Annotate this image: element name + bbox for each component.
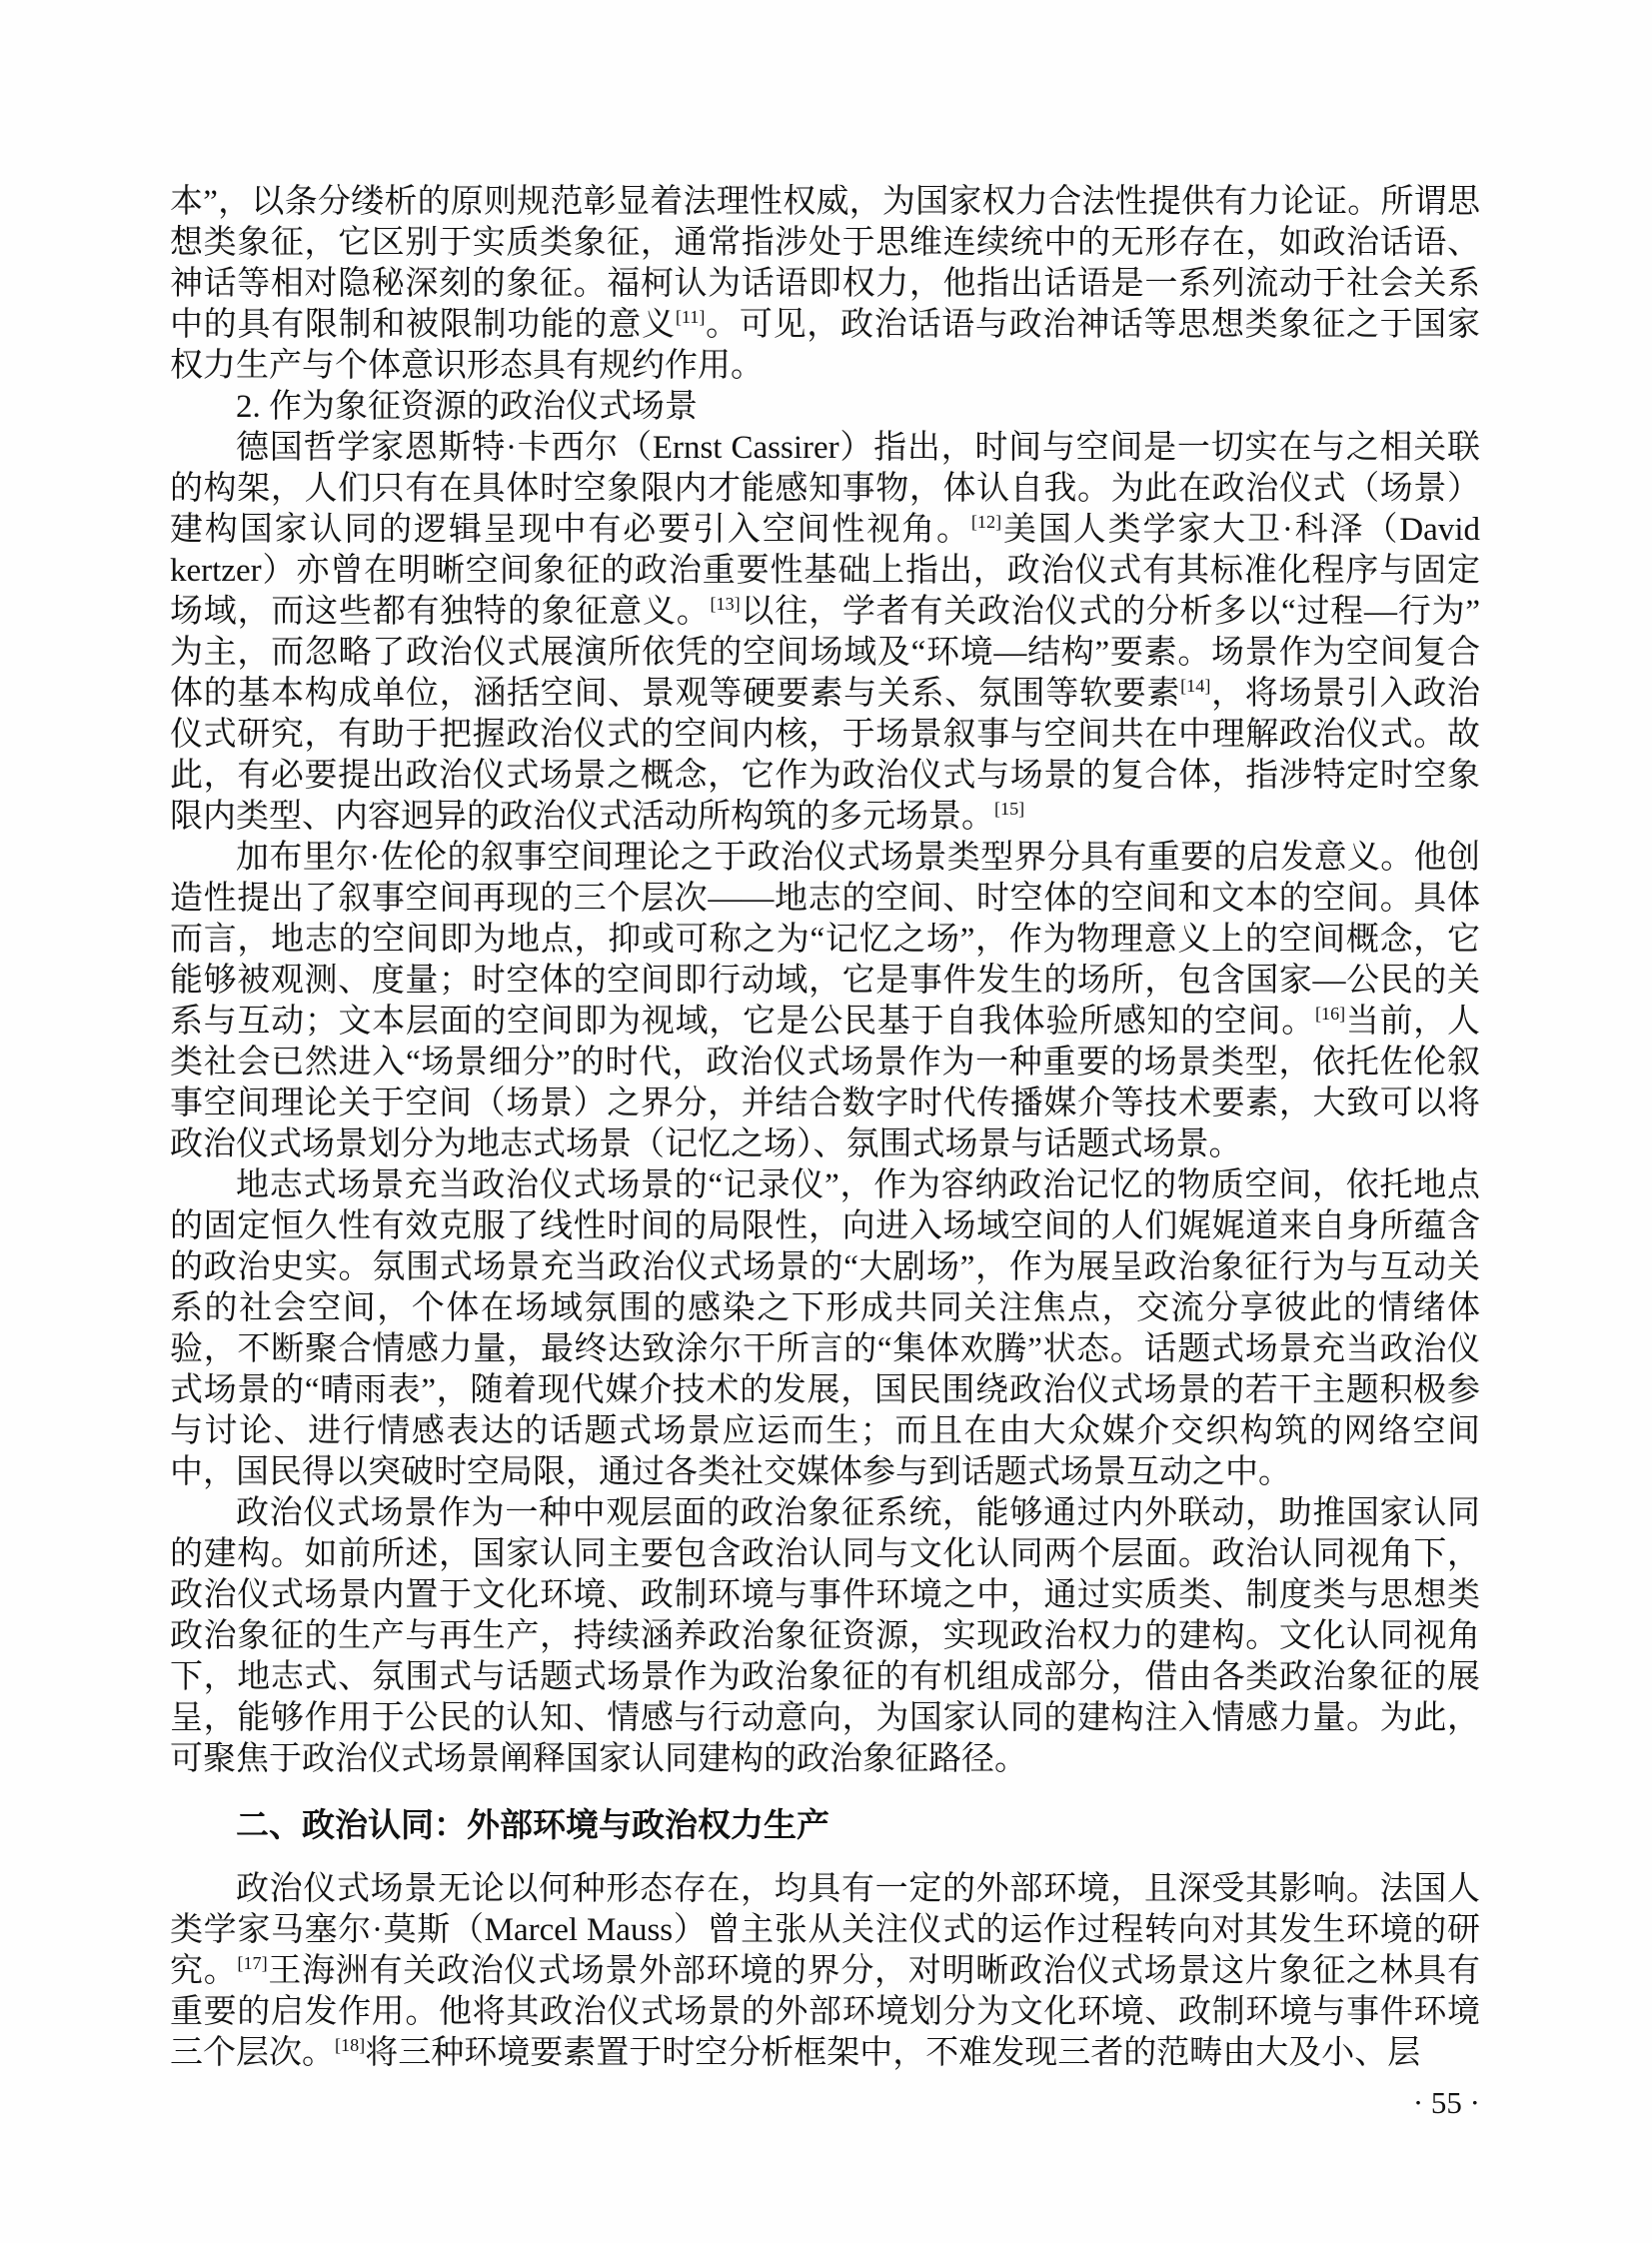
paragraph: 政治仪式场景作为一种中观层面的政治象征系统，能够通过内外联动，助推国家认同的建构。如前所述，国家认同主要包含政治认同与文化认同两个层面。政治认同视角下，政治仪式场景内置于文化环境、政制环境与事件环境之中，通过实质类、制度类与思想类政治象征的生产与再生产，持续涵养政治象征资源，实现政治权力的建构。文化认同视角下，地志式、氛围式与话题式场景作为政治象征的有机组成部分，借由各类政治象征的展呈，能够作用于公民的认知、情感与行动意向，为国家认同的建构注入情感力量。为此，可聚焦于政治仪式场景阐释国家认同建构的政治象征路径。 bbox=[170, 1495, 1480, 1777]
paragraph: 地志式场景充当政治仪式场景的“记录仪”，作为容纳政治记忆的物质空间，依托地点的固定恒久性有效克服了线性时间的局限性，向进入场域空间的人们娓娓道来自身所蕴含的政治史实。氛围式场景充当政治仪式场景的“大剧场”，作为展呈政治象征行为与互动关系的社会空间，个体在场域氛围的感染之下形成共同关注焦点，交流分享彼此的情绪体验，不断聚合情感力量，最终达致涂尔干所言的“集体欢腾”状态。话题式场景充当政治仪式场景的“晴雨表”，随着现代媒介技术的发展，国民围绕政治仪式场景的若干主题积极参与讨论、进行情感表达的话题式场景应运而生；而且在由大众媒介交织构筑的网络空间中，国民得以突破时空局限，通过各类社交媒体参与到话题式场景互动之中。 bbox=[170, 1167, 1480, 1490]
footnote-reference: [18] bbox=[335, 2035, 366, 2055]
section-heading: 二、政治认同：外部环境与政治权力生产 bbox=[236, 1806, 829, 1843]
footnote-reference: [14] bbox=[1180, 676, 1211, 696]
paragraph: 政治仪式场景无论以何种形态存在，均具有一定的外部环境，且深受其影响。法国人类学家马塞尔·莫斯（Marcel Mauss）曾主张从关注仪式的运作过程转向对其发生环境的研究。[17]王海洲有关政治仪式场景外部环境的界分，对明晰政治仪式场景这片象征之林具有重要的启发作用。他将其政治仪式场景的外部环境划分为文化环境、政制环境与事件环境三个层次。[18]将三种环境要素置于时空分析框架中，不难发现三者的范畴由大及小、层 bbox=[170, 1871, 1481, 2071]
footnote-reference: [16] bbox=[1314, 1004, 1346, 1024]
footnote-reference: [11] bbox=[675, 307, 706, 327]
paragraph: 德国哲学家恩斯特·卡西尔（Ernst Cassirer）指出，时间与空间是一切实在与之相关联的构架，人们只有在具体时空象限内才能感知事物，体认自我。为此在政治仪式（场景）建构国家认同的逻辑呈现中有必要引入空间性视角。[12]美国人类学家大卫·科泽（David kertzer）亦曾在明晰空间象征的政治重要性基础上指出，政治仪式有其标准化程序与固定场域，而这些都有独特的象征意义。[13]以往，学者有关政治仪式的分析多以“过程—行为”为主，而忽略了政治仪式展演所依凭的空间场域及“环境—结构”要素。场景作为空间复合体的基本构成单位，涵括空间、景观等硬要素与关系、氛围等软要素[14]，将场景引入政治仪式研究，有助于把握政治仪式的空间内核，于场景叙事与空间共在中理解政治仪式。故此，有必要提出政治仪式场景之概念，它作为政治仪式与场景的复合体，指涉特定时空象限内类型、内容迥异的政治仪式活动所构筑的多元场景。[15] bbox=[170, 430, 1481, 835]
footnote-reference: [13] bbox=[710, 594, 741, 614]
page-number: · 55 · bbox=[1412, 2085, 1480, 2120]
paragraph: 加布里尔·佐伦的叙事空间理论之于政治仪式场景类型界分具有重要的启发意义。他创造性提出了叙事空间再现的三个层次——地志的空间、时空体的空间和文本的空间。具体而言，地志的空间即为地点，抑或可称之为“记忆之场”，作为物理意义上的空间概念，它能够被观测、度量；时空体的空间即行动域，它是事件发生的场所，包含国家—公民的关系与互动；文本层面的空间即为视域，它是公民基于自我体验所感知的空间。[16]当前，人类社会已然进入“场景细分”的时代，政治仪式场景作为一种重要的场景类型，依托佐伦叙事空间理论关于空间（场景）之界分，并结合数字时代传播媒介等技术要素，大致可以将政治仪式场景划分为地志式场景（记忆之场）、氛围式场景与话题式场景。 bbox=[170, 840, 1481, 1162]
paragraph: 本”，以条分缕析的原则规范彰显着法理性权威，为国家权力合法性提供有力论证。所谓思想类象征，它区别于实质类象征，通常指涉处于思维连续统中的无形存在，如政治话语、神话等相对隐秘深刻的象征。福柯认为话语即权力，他指出话语是一系列流动于社会关系中的具有限制和被限制功能的意义[11]。可见，政治话语与政治神话等思想类象征之于国家权力生产与个体意识形态具有规约作用。 bbox=[170, 184, 1481, 384]
footnote-reference: [12] bbox=[970, 512, 1002, 532]
numbered-subheading: 2. 作为象征资源的政治仪式场景 bbox=[236, 389, 698, 425]
page-body bbox=[170, 182, 1480, 2074]
footnote-reference: [15] bbox=[994, 799, 1025, 819]
footnote-reference: [17] bbox=[237, 1953, 268, 1973]
